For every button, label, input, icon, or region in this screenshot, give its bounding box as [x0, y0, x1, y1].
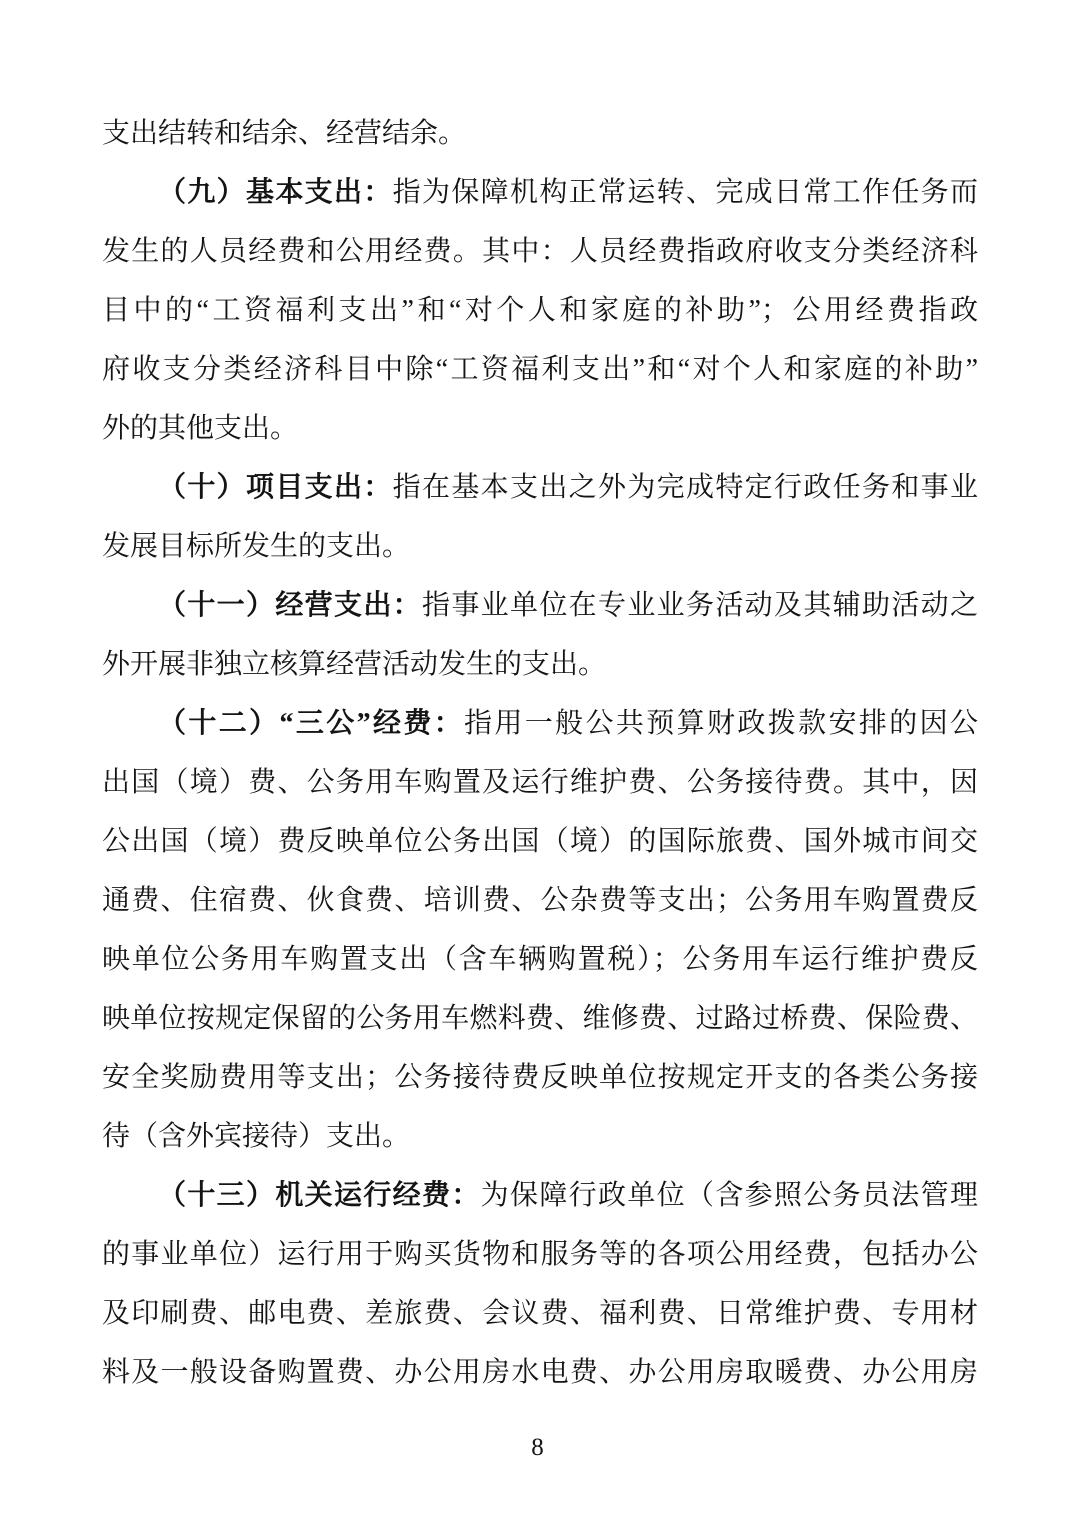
- text-line: （十一）经营支出：指事业单位在专业业务活动及其辅助活动之: [158, 590, 978, 621]
- paragraph-lead: （十三）机关运行经费：: [158, 1180, 481, 1211]
- text-line: 通费、住宿费、伙食费、培训费、公杂费等支出；公务用车购置费反: [102, 885, 978, 916]
- text-line: （十二）“三公”经费：指用一般公共预算财政拨款安排的因公: [158, 708, 978, 739]
- text-line: 安全奖励费用等支出；公务接待费反映单位按规定开支的各类公务接: [102, 1062, 978, 1093]
- text-line: 发生的人员经费和公用经费。其中：人员经费指政府收支分类经济科: [102, 236, 978, 267]
- text-line: 支出结转和结余、经营结余。: [102, 118, 467, 149]
- text-line: 出国（境）费、公务用车购置及运行维护费、公务接待费。其中，因: [102, 767, 978, 798]
- text-line: （十）项目支出：指在基本支出之外为完成特定行政任务和事业: [158, 472, 978, 503]
- document-text: [102, 104, 978, 1402]
- text-line: （十三）机关运行经费：为保障行政单位（含参照公务员法管理: [158, 1180, 978, 1211]
- text-line: 外的其他支出。: [102, 413, 299, 444]
- text-line: 的事业单位）运行用于购买货物和服务等的各项公用经费，包括办公: [102, 1239, 978, 1270]
- text-line: 待（含外宾接待）支出。: [102, 1121, 411, 1152]
- text-line: 映单位公务用车购置支出（含车辆购置税）；公务用车运行维护费反: [102, 944, 978, 975]
- paragraph-lead: （十一）经营支出：: [158, 590, 422, 621]
- paragraph-lead: （十）项目支出：: [158, 472, 393, 503]
- text-line: 外开展非独立核算经营活动发生的支出。: [102, 649, 607, 680]
- paragraph-lead: （十二）“三公”经费：: [158, 708, 465, 739]
- text-line: 府收支分类经济科目中除“工资福利支出”和“对个人和家庭的补助”: [102, 354, 978, 385]
- text-line: 公出国（境）费反映单位公务出国（境）的国际旅费、国外城市间交: [102, 826, 978, 857]
- text-line: 发展目标所发生的支出。: [102, 531, 411, 562]
- page-number: 8: [531, 1434, 544, 1461]
- paragraph-lead: （九）基本支出：: [158, 177, 393, 208]
- text-line: 目中的“工资福利支出”和“对个人和家庭的补助”；公用经费指政: [102, 295, 978, 326]
- text-line: 料及一般设备购置费、办公用房水电费、办公用房取暖费、办公用房: [102, 1357, 978, 1388]
- text-line: 及印刷费、邮电费、差旅费、会议费、福利费、日常维护费、专用材: [102, 1298, 978, 1329]
- text-line: 映单位按规定保留的公务用车燃料费、维修费、过路过桥费、保险费、: [102, 1003, 978, 1034]
- text-line: （九）基本支出：指为保障机构正常运转、完成日常工作任务而: [158, 177, 978, 208]
